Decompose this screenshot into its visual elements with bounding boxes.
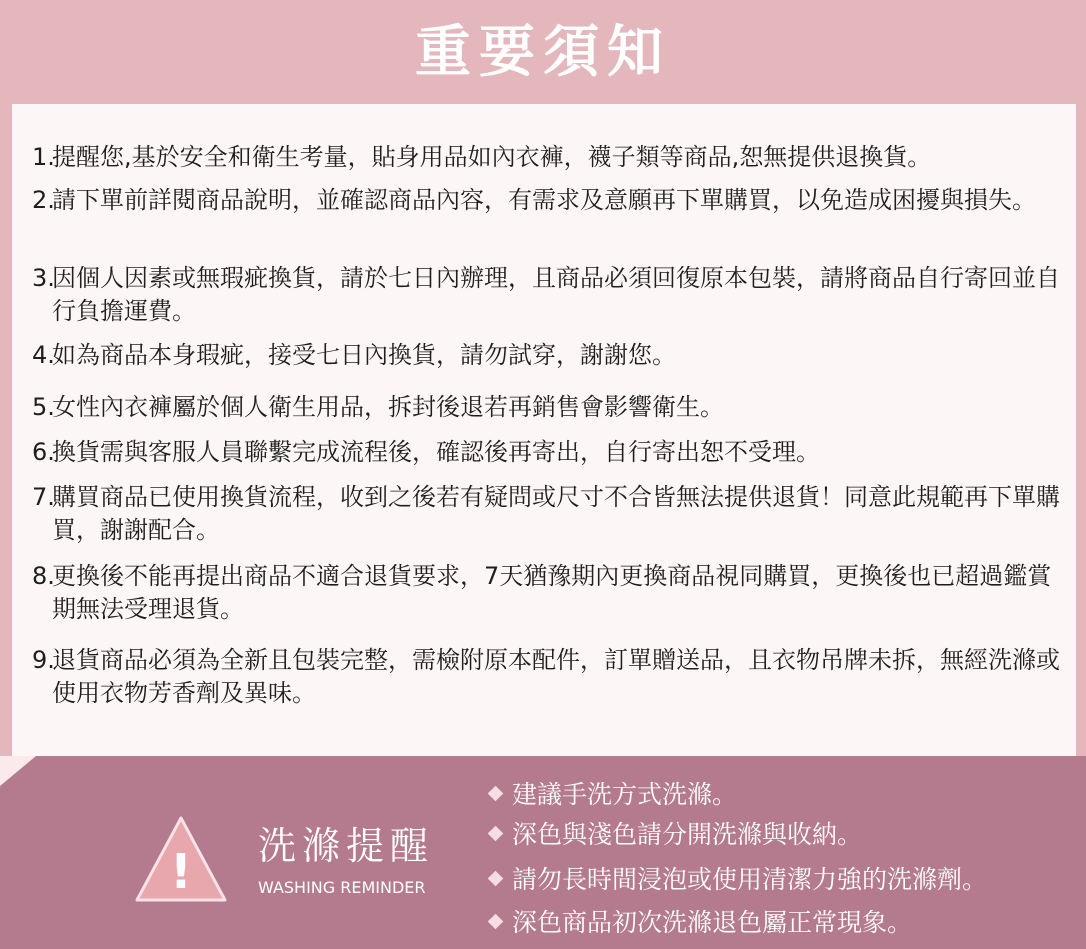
notice-text: 因個人因素或無瑕疵換貨，請於七日內辦理，且商品必須回復原本包裝，請將商品自行寄回並自行負擔運費。 xyxy=(52,264,1060,325)
warning-triangle-icon xyxy=(133,814,229,904)
notice-text: 請下單前詳閱商品說明，並確認商品內容，有需求及意願再下單購買，以免造成困擾與損失。 xyxy=(52,186,1036,214)
notice-text: 如為商品本身瑕疵，接受七日內換貨，請勿試穿，謝謝您。 xyxy=(52,341,676,369)
diamond-icon xyxy=(488,826,504,842)
warning-symbol: ! xyxy=(170,844,192,900)
notice-text: 更換後不能再提出商品不適合退貨要求，7天猶豫期內更換商品視同購買，更換後也已超過鑑賞期無法受理退貨。 xyxy=(52,562,1052,623)
notice-number: 9. xyxy=(32,646,55,674)
notice-text: 退貨商品必須為全新且包裝完整，需檢附原本配件，訂單贈送品，且衣物吊牌未拆，無經洗滌或使用衣物芳香劑及異味。 xyxy=(52,646,1060,707)
notice-text: 提醒您,基於安全和衛生考量，貼身用品如內衣褲，襪子類等商品,恕無提供退換貨。 xyxy=(52,143,932,171)
diamond-icon xyxy=(488,871,504,887)
washing-tip-text: 請勿長時間浸泡或使用清潔力強的洗滌劑。 xyxy=(512,865,988,894)
diamond-icon xyxy=(488,786,504,802)
notice-text: 購買商品已使用換貨流程，收到之後若有疑問或尺寸不合皆無法提供退貨！同意此規範再下單購買，謝謝配合。 xyxy=(52,483,1060,544)
washing-reminder-panel xyxy=(0,756,1086,949)
diamond-icon xyxy=(488,914,504,930)
washing-tip-text: 深色商品初次洗滌退色屬正常現象。 xyxy=(512,908,913,937)
notice-panel xyxy=(12,104,1076,756)
notice-number: 5. xyxy=(32,393,55,421)
notice-number: 1. xyxy=(32,143,55,171)
fold-corner xyxy=(0,756,36,786)
page-title: 重要須知 xyxy=(415,20,671,85)
washing-tip-text: 深色與淺色請分開洗滌與收納。 xyxy=(512,820,863,849)
notice-number: 4. xyxy=(32,341,55,369)
notice-number: 2. xyxy=(32,186,55,214)
notice-text: 換貨需與客服人員聯繫完成流程後，確認後再寄出，自行寄出恕不受理。 xyxy=(52,438,820,466)
notice-number: 7. xyxy=(32,483,55,511)
notice-number: 6. xyxy=(32,438,55,466)
notice-number: 8. xyxy=(32,562,55,590)
washing-tip-text: 建議手洗方式洗滌。 xyxy=(512,780,738,809)
notice-text: 女性內衣褲屬於個人衛生用品，拆封後退若再銷售會影響衛生。 xyxy=(52,393,724,421)
washing-subtitle: WASHING REMINDER xyxy=(258,878,426,897)
notice-number: 3. xyxy=(32,264,55,292)
washing-title: 洗滌提醒 xyxy=(258,824,435,868)
